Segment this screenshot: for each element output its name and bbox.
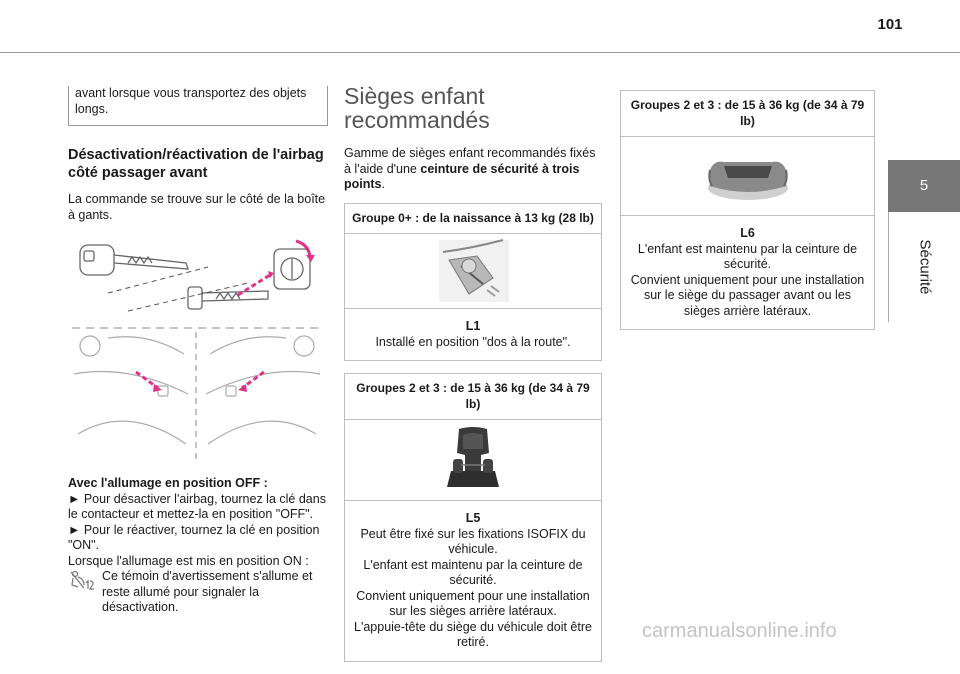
seat-line: Convient uniquement pour une installation sur le siège du passager avant ou les sièges arrière latéraux. (630, 272, 865, 318)
airbag-off-warning-icon (68, 569, 96, 591)
column-middle (344, 84, 602, 674)
intro-text: Gamme de sièges enfant recommandés fixés à l'aide d'une (344, 146, 596, 176)
seat-table-header: Groupes 2 et 3 : de 15 à 36 kg (de 34 à 79 lb) (345, 374, 601, 420)
seat-description (345, 501, 601, 661)
chapter-title: Sécurité (916, 239, 934, 295)
warning-line (68, 569, 328, 616)
seat-table-l5 (344, 373, 602, 662)
seat-table-l6 (620, 90, 875, 330)
seat-description (621, 216, 874, 329)
watermark: carmanualsonline.info (642, 620, 837, 642)
seat-table-l1 (344, 203, 602, 362)
seat-table-header: Groupe 0+ : de la naissance à 13 kg (28 lb) (345, 204, 601, 235)
column-right (620, 90, 875, 342)
seat-image-cell (345, 420, 601, 501)
seat-table-header: Groupes 2 et 3 : de 15 à 36 kg (de 34 à 79 lb) (621, 91, 874, 137)
seat-line: L'appuie-tête du siège du véhicule doit être retiré. (354, 619, 592, 649)
seat-code: L5 (465, 511, 481, 525)
instructions (68, 476, 328, 616)
seat-line: Peut être fixé sur les fixations ISOFIX du véhicule. (360, 526, 586, 556)
seat-code: L6 (740, 226, 755, 240)
infant-carrier-image (433, 238, 513, 304)
seat-image-cell (345, 234, 601, 309)
section-heading: Désactivation/réactivation de l'airbag côté passager avant (68, 147, 324, 181)
dashboard-illustration (68, 324, 326, 464)
page-number: 101 (877, 16, 903, 33)
seat-line: Installé en position "dos à la route". (375, 334, 571, 349)
intro-paragraph (344, 146, 602, 193)
chapter-tab[interactable]: 5 (888, 160, 960, 212)
note-text: avant lorsque vous transportez des objets longs. (75, 86, 307, 116)
instr-ignition-on: Lorsque l'allumage est mis en position ON : (68, 553, 309, 568)
header-rule (0, 52, 960, 53)
intro-end: . (381, 177, 385, 191)
seat-code: L1 (465, 319, 481, 333)
booster-seat-backrest-image (441, 425, 505, 495)
seat-line: L'enfant est maintenu par la ceinture de sécurité. (637, 241, 858, 271)
seat-line: Convient uniquement pour une installation sur les sièges arrière latéraux. (356, 588, 590, 618)
section-intro: La commande se trouve sur le côté de la boîte à gants. (68, 192, 326, 222)
seat-image-cell (621, 137, 874, 216)
instr-step-2: ► Pour le réactiver, tournez la clé en position "ON". (68, 522, 320, 552)
booster-cushion-image (702, 148, 794, 204)
intro-bold: ceinture de sécurité à trois points (344, 161, 580, 191)
instr-title: Avec l'allumage en position OFF : (68, 476, 268, 490)
column-left (68, 86, 328, 616)
warning-text: Ce témoin d'avertissement s'allume et reste allumé pour signaler la désactivation. (102, 569, 313, 614)
key-switch-illustration (68, 233, 326, 315)
instr-step-1: ► Pour désactiver l'airbag, tournez la clé dans le contacteur et mettez-la en position "OFF". (68, 491, 326, 521)
seat-line: L'enfant est maintenu par la ceinture de sécurité. (363, 557, 583, 587)
continued-note (68, 86, 328, 126)
seat-description (345, 309, 601, 360)
section-title: Sièges enfant recommandés (344, 83, 490, 133)
chapter-label-box (888, 212, 960, 322)
